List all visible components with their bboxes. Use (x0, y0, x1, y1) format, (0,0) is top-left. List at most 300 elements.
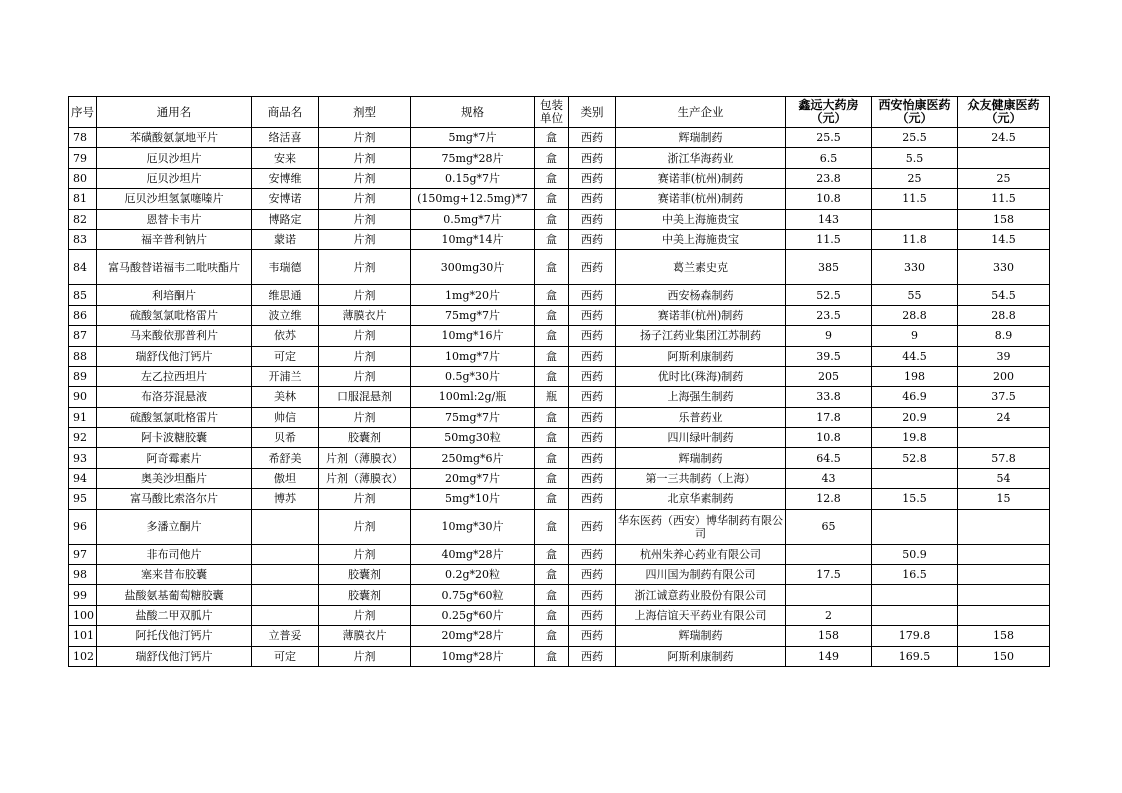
cell-price-xinyuanda: 23.5 (786, 305, 872, 325)
cell-brand-name: 可定 (252, 346, 319, 366)
cell-package-unit: 盒 (535, 346, 569, 366)
cell-price-zhongyou: 158 (958, 209, 1050, 229)
cell-dosage-form: 片剂 (319, 326, 411, 346)
cell-category: 西药 (569, 168, 616, 188)
cell-index: 87 (69, 326, 97, 346)
cell-specification: 100ml:2g/瓶 (411, 387, 535, 407)
table-row (69, 346, 1050, 366)
cell-dosage-form: 片剂 (319, 544, 411, 564)
cell-package-unit: 盒 (535, 489, 569, 509)
cell-generic-name: 左乙拉西坦片 (97, 366, 252, 386)
cell-price-xian-yikang: 330 (872, 250, 958, 285)
header-specification: 规格 (411, 97, 535, 128)
cell-index: 80 (69, 168, 97, 188)
cell-price-xian-yikang: 52.8 (872, 448, 958, 468)
cell-price-zhongyou (958, 585, 1050, 605)
table-row (69, 168, 1050, 188)
table-row (69, 407, 1050, 427)
cell-manufacturer: 西安杨森制药 (616, 285, 786, 305)
cell-specification: 0.5g*30片 (411, 366, 535, 386)
cell-dosage-form: 片剂 (319, 148, 411, 168)
cell-specification: 0.75g*60粒 (411, 585, 535, 605)
table-row (69, 468, 1050, 488)
cell-category: 西药 (569, 250, 616, 285)
cell-specification: 10mg*14片 (411, 229, 535, 249)
cell-price-xinyuanda: 2 (786, 605, 872, 625)
cell-manufacturer: 辉瑞制药 (616, 448, 786, 468)
cell-package-unit: 盒 (535, 646, 569, 666)
table-row (69, 489, 1050, 509)
cell-price-xian-yikang (872, 509, 958, 544)
cell-package-unit: 盒 (535, 428, 569, 448)
cell-brand-name: 韦瑞德 (252, 250, 319, 285)
cell-specification: 5mg*10片 (411, 489, 535, 509)
cell-generic-name: 非布司他片 (97, 544, 252, 564)
cell-price-xinyuanda: 33.8 (786, 387, 872, 407)
cell-dosage-form: 片剂 (319, 489, 411, 509)
cell-dosage-form: 片剂 (319, 189, 411, 209)
cell-package-unit: 盒 (535, 128, 569, 148)
cell-manufacturer: 辉瑞制药 (616, 626, 786, 646)
cell-manufacturer: 杭州朱养心药业有限公司 (616, 544, 786, 564)
cell-index: 94 (69, 468, 97, 488)
cell-brand-name (252, 605, 319, 625)
cell-price-xinyuanda: 9 (786, 326, 872, 346)
cell-manufacturer: 优时比(珠海)制药 (616, 366, 786, 386)
cell-brand-name: 贝希 (252, 428, 319, 448)
cell-price-xian-yikang: 9 (872, 326, 958, 346)
cell-generic-name: 厄贝沙坦片 (97, 148, 252, 168)
cell-price-xinyuanda: 205 (786, 366, 872, 386)
cell-index: 79 (69, 148, 97, 168)
cell-dosage-form: 片剂 (319, 285, 411, 305)
cell-price-xinyuanda (786, 544, 872, 564)
cell-price-xinyuanda: 17.8 (786, 407, 872, 427)
cell-index: 84 (69, 250, 97, 285)
cell-dosage-form: 片剂 (319, 605, 411, 625)
cell-specification: 75mg*7片 (411, 305, 535, 325)
cell-brand-name: 博路定 (252, 209, 319, 229)
cell-category: 西药 (569, 387, 616, 407)
cell-specification: 5mg*7片 (411, 128, 535, 148)
cell-package-unit: 盒 (535, 148, 569, 168)
cell-specification: 10mg*7片 (411, 346, 535, 366)
cell-specification: 40mg*28片 (411, 544, 535, 564)
cell-generic-name: 布洛芬混悬液 (97, 387, 252, 407)
cell-generic-name: 瑞舒伐他汀钙片 (97, 346, 252, 366)
cell-generic-name: 苯磺酸氨氯地平片 (97, 128, 252, 148)
cell-manufacturer: 葛兰素史克 (616, 250, 786, 285)
cell-package-unit: 盒 (535, 407, 569, 427)
cell-category: 西药 (569, 128, 616, 148)
cell-generic-name: 盐酸氨基葡萄糖胶囊 (97, 585, 252, 605)
cell-price-xinyuanda: 385 (786, 250, 872, 285)
cell-manufacturer: 乐普药业 (616, 407, 786, 427)
cell-generic-name: 恩替卡韦片 (97, 209, 252, 229)
cell-specification: 0.2g*20粒 (411, 565, 535, 585)
header-dosage-form: 剂型 (319, 97, 411, 128)
header-brand-name: 商品名 (252, 97, 319, 128)
header-manufacturer: 生产企业 (616, 97, 786, 128)
cell-category: 西药 (569, 209, 616, 229)
cell-price-zhongyou: 330 (958, 250, 1050, 285)
cell-price-xinyuanda: 17.5 (786, 565, 872, 585)
cell-price-zhongyou: 200 (958, 366, 1050, 386)
cell-price-zhongyou: 54.5 (958, 285, 1050, 305)
header-price-xinyuanda: 鑫远大药房（元） (786, 97, 872, 128)
cell-index: 93 (69, 448, 97, 468)
table-row (69, 585, 1050, 605)
cell-specification: 0.25g*60片 (411, 605, 535, 625)
cell-price-xinyuanda: 64.5 (786, 448, 872, 468)
cell-price-xian-yikang: 19.8 (872, 428, 958, 448)
cell-category: 西药 (569, 428, 616, 448)
cell-price-zhongyou (958, 148, 1050, 168)
cell-package-unit: 盒 (535, 544, 569, 564)
cell-manufacturer: 阿斯利康制药 (616, 646, 786, 666)
cell-brand-name: 可定 (252, 646, 319, 666)
cell-index: 89 (69, 366, 97, 386)
cell-dosage-form: 片剂 (319, 128, 411, 148)
cell-index: 86 (69, 305, 97, 325)
cell-index: 83 (69, 229, 97, 249)
cell-price-xian-yikang: 5.5 (872, 148, 958, 168)
cell-brand-name: 立普妥 (252, 626, 319, 646)
table-row (69, 646, 1050, 666)
cell-specification: 10mg*28片 (411, 646, 535, 666)
cell-manufacturer: 中美上海施贵宝 (616, 209, 786, 229)
cell-dosage-form: 片剂 (319, 250, 411, 285)
cell-price-xinyuanda: 158 (786, 626, 872, 646)
cell-price-xinyuanda: 39.5 (786, 346, 872, 366)
cell-price-zhongyou: 54 (958, 468, 1050, 488)
cell-package-unit: 盒 (535, 250, 569, 285)
cell-index: 97 (69, 544, 97, 564)
cell-specification: 75mg*7片 (411, 407, 535, 427)
cell-brand-name: 蒙诺 (252, 229, 319, 249)
table-row (69, 128, 1050, 148)
cell-category: 西药 (569, 605, 616, 625)
cell-price-zhongyou: 8.9 (958, 326, 1050, 346)
cell-category: 西药 (569, 407, 616, 427)
cell-generic-name: 厄贝沙坦片 (97, 168, 252, 188)
cell-generic-name: 利培酮片 (97, 285, 252, 305)
cell-generic-name: 阿奇霉素片 (97, 448, 252, 468)
cell-price-xinyuanda: 10.8 (786, 189, 872, 209)
cell-category: 西药 (569, 646, 616, 666)
cell-package-unit: 盒 (535, 468, 569, 488)
cell-manufacturer: 第一三共制药（上海） (616, 468, 786, 488)
cell-price-zhongyou (958, 428, 1050, 448)
cell-generic-name: 阿托伐他汀钙片 (97, 626, 252, 646)
cell-price-xian-yikang (872, 468, 958, 488)
cell-package-unit: 盒 (535, 626, 569, 646)
cell-generic-name: 塞来昔布胶囊 (97, 565, 252, 585)
cell-category: 西药 (569, 229, 616, 249)
cell-manufacturer: 辉瑞制药 (616, 128, 786, 148)
cell-package-unit: 盒 (535, 168, 569, 188)
cell-manufacturer: 赛诺菲(杭州)制药 (616, 305, 786, 325)
cell-specification: 75mg*28片 (411, 148, 535, 168)
header-row (69, 97, 1050, 128)
table-row (69, 285, 1050, 305)
cell-index: 82 (69, 209, 97, 229)
cell-dosage-form: 胶囊剂 (319, 565, 411, 585)
table-row (69, 250, 1050, 285)
cell-price-xinyuanda: 25.5 (786, 128, 872, 148)
cell-price-xian-yikang: 20.9 (872, 407, 958, 427)
cell-price-xinyuanda: 12.8 (786, 489, 872, 509)
cell-index: 85 (69, 285, 97, 305)
cell-generic-name: 盐酸二甲双胍片 (97, 605, 252, 625)
header-package-unit: 包装单位 (535, 97, 569, 128)
cell-dosage-form: 片剂 (319, 407, 411, 427)
cell-brand-name: 安博维 (252, 168, 319, 188)
header-index: 序号 (69, 97, 97, 128)
cell-specification: 250mg*6片 (411, 448, 535, 468)
cell-manufacturer: 四川国为制药有限公司 (616, 565, 786, 585)
cell-specification: 10mg*16片 (411, 326, 535, 346)
cell-price-xian-yikang: 179.8 (872, 626, 958, 646)
cell-price-zhongyou: 57.8 (958, 448, 1050, 468)
cell-price-xian-yikang: 25.5 (872, 128, 958, 148)
table-row (69, 148, 1050, 168)
cell-category: 西药 (569, 565, 616, 585)
cell-price-xian-yikang (872, 605, 958, 625)
table-row (69, 229, 1050, 249)
cell-brand-name: 博苏 (252, 489, 319, 509)
cell-price-zhongyou (958, 544, 1050, 564)
table-row (69, 387, 1050, 407)
cell-price-zhongyou: 24.5 (958, 128, 1050, 148)
cell-brand-name: 依苏 (252, 326, 319, 346)
table-row (69, 544, 1050, 564)
cell-specification: 50mg30粒 (411, 428, 535, 448)
cell-category: 西药 (569, 285, 616, 305)
cell-index: 96 (69, 509, 97, 544)
cell-dosage-form: 片剂 (319, 229, 411, 249)
cell-brand-name (252, 565, 319, 585)
cell-index: 100 (69, 605, 97, 625)
cell-specification: (150mg+12.5mg)*7 (411, 189, 535, 209)
cell-category: 西药 (569, 509, 616, 544)
cell-price-zhongyou: 24 (958, 407, 1050, 427)
cell-price-xian-yikang (872, 209, 958, 229)
cell-brand-name: 美林 (252, 387, 319, 407)
cell-package-unit: 盒 (535, 189, 569, 209)
cell-category: 西药 (569, 585, 616, 605)
cell-brand-name: 波立维 (252, 305, 319, 325)
cell-manufacturer: 华东医药（西安）博华制药有限公司 (616, 509, 786, 544)
cell-brand-name: 帅信 (252, 407, 319, 427)
drug-price-table (68, 96, 1050, 667)
cell-dosage-form: 片剂（薄膜衣） (319, 468, 411, 488)
cell-specification: 0.5mg*7片 (411, 209, 535, 229)
cell-package-unit: 盒 (535, 285, 569, 305)
cell-package-unit: 盒 (535, 366, 569, 386)
cell-price-xinyuanda: 43 (786, 468, 872, 488)
cell-price-xinyuanda (786, 585, 872, 605)
cell-package-unit: 盒 (535, 326, 569, 346)
table-row (69, 189, 1050, 209)
cell-price-xian-yikang: 169.5 (872, 646, 958, 666)
cell-brand-name (252, 544, 319, 564)
cell-price-zhongyou: 37.5 (958, 387, 1050, 407)
cell-index: 92 (69, 428, 97, 448)
table-row (69, 565, 1050, 585)
cell-brand-name (252, 585, 319, 605)
table-row (69, 428, 1050, 448)
header-category: 类别 (569, 97, 616, 128)
cell-specification: 10mg*30片 (411, 509, 535, 544)
cell-price-xinyuanda: 52.5 (786, 285, 872, 305)
cell-manufacturer: 四川绿叶制药 (616, 428, 786, 448)
cell-generic-name: 硫酸氢氯吡格雷片 (97, 305, 252, 325)
cell-index: 102 (69, 646, 97, 666)
cell-dosage-form: 片剂 (319, 509, 411, 544)
cell-manufacturer: 上海强生制药 (616, 387, 786, 407)
cell-dosage-form: 片剂 (319, 646, 411, 666)
cell-dosage-form: 薄膜衣片 (319, 626, 411, 646)
cell-generic-name: 硫酸氢氯吡格雷片 (97, 407, 252, 427)
cell-category: 西药 (569, 448, 616, 468)
cell-price-xian-yikang: 11.5 (872, 189, 958, 209)
table-row (69, 448, 1050, 468)
cell-package-unit: 盒 (535, 229, 569, 249)
cell-index: 90 (69, 387, 97, 407)
cell-package-unit: 盒 (535, 585, 569, 605)
cell-package-unit: 盒 (535, 605, 569, 625)
cell-dosage-form: 片剂 (319, 346, 411, 366)
cell-category: 西药 (569, 326, 616, 346)
header-price-xian-yikang: 西安怡康医药（元） (872, 97, 958, 128)
cell-category: 西药 (569, 544, 616, 564)
cell-price-xinyuanda: 6.5 (786, 148, 872, 168)
cell-price-xian-yikang: 11.8 (872, 229, 958, 249)
cell-brand-name: 络活喜 (252, 128, 319, 148)
cell-price-xian-yikang: 44.5 (872, 346, 958, 366)
table-body (69, 128, 1050, 667)
cell-price-xian-yikang: 55 (872, 285, 958, 305)
cell-price-zhongyou: 14.5 (958, 229, 1050, 249)
cell-index: 98 (69, 565, 97, 585)
cell-generic-name: 富马酸替诺福韦二吡呋酯片 (97, 250, 252, 285)
cell-price-zhongyou (958, 509, 1050, 544)
cell-brand-name: 希舒美 (252, 448, 319, 468)
cell-manufacturer: 阿斯利康制药 (616, 346, 786, 366)
header-generic-name: 通用名 (97, 97, 252, 128)
cell-index: 91 (69, 407, 97, 427)
cell-price-xinyuanda: 23.8 (786, 168, 872, 188)
cell-price-xian-yikang: 15.5 (872, 489, 958, 509)
cell-manufacturer: 浙江华海药业 (616, 148, 786, 168)
cell-manufacturer: 赛诺菲(杭州)制药 (616, 189, 786, 209)
cell-package-unit: 盒 (535, 565, 569, 585)
cell-generic-name: 奥美沙坦酯片 (97, 468, 252, 488)
cell-price-xian-yikang: 28.8 (872, 305, 958, 325)
cell-brand-name: 安博诺 (252, 189, 319, 209)
cell-package-unit: 瓶 (535, 387, 569, 407)
cell-category: 西药 (569, 366, 616, 386)
cell-category: 西药 (569, 346, 616, 366)
cell-specification: 1mg*20片 (411, 285, 535, 305)
table-row (69, 209, 1050, 229)
cell-category: 西药 (569, 468, 616, 488)
cell-generic-name: 富马酸比索洛尔片 (97, 489, 252, 509)
header-price-zhongyou: 众友健康医药（元） (958, 97, 1050, 128)
cell-price-zhongyou: 15 (958, 489, 1050, 509)
cell-package-unit: 盒 (535, 509, 569, 544)
table-row (69, 509, 1050, 544)
cell-brand-name: 开浦兰 (252, 366, 319, 386)
cell-category: 西药 (569, 305, 616, 325)
cell-specification: 20mg*28片 (411, 626, 535, 646)
cell-category: 西药 (569, 626, 616, 646)
cell-price-xian-yikang: 25 (872, 168, 958, 188)
cell-price-xian-yikang: 198 (872, 366, 958, 386)
table-row (69, 605, 1050, 625)
cell-brand-name: 维思通 (252, 285, 319, 305)
cell-package-unit: 盒 (535, 448, 569, 468)
cell-price-xinyuanda: 149 (786, 646, 872, 666)
cell-generic-name: 阿卡波糖胶囊 (97, 428, 252, 448)
cell-price-xinyuanda: 143 (786, 209, 872, 229)
cell-index: 95 (69, 489, 97, 509)
cell-dosage-form: 胶囊剂 (319, 585, 411, 605)
cell-specification: 20mg*7片 (411, 468, 535, 488)
cell-manufacturer: 扬子江药业集团江苏制药 (616, 326, 786, 346)
cell-price-zhongyou: 150 (958, 646, 1050, 666)
table-row (69, 326, 1050, 346)
cell-generic-name: 厄贝沙坦氢氯噻嗪片 (97, 189, 252, 209)
cell-package-unit: 盒 (535, 305, 569, 325)
cell-dosage-form: 片剂 (319, 209, 411, 229)
cell-index: 101 (69, 626, 97, 646)
cell-manufacturer: 中美上海施贵宝 (616, 229, 786, 249)
cell-generic-name: 多潘立酮片 (97, 509, 252, 544)
cell-index: 99 (69, 585, 97, 605)
cell-package-unit: 盒 (535, 209, 569, 229)
cell-price-xian-yikang: 50.9 (872, 544, 958, 564)
cell-price-zhongyou: 11.5 (958, 189, 1050, 209)
cell-brand-name (252, 509, 319, 544)
cell-price-xinyuanda: 65 (786, 509, 872, 544)
cell-price-zhongyou: 39 (958, 346, 1050, 366)
cell-dosage-form: 胶囊剂 (319, 428, 411, 448)
cell-dosage-form: 薄膜衣片 (319, 305, 411, 325)
cell-price-xinyuanda: 11.5 (786, 229, 872, 249)
cell-index: 81 (69, 189, 97, 209)
table-row (69, 626, 1050, 646)
cell-price-zhongyou (958, 565, 1050, 585)
cell-manufacturer: 北京华素制药 (616, 489, 786, 509)
cell-brand-name: 傲坦 (252, 468, 319, 488)
cell-price-zhongyou (958, 605, 1050, 625)
cell-manufacturer: 浙江诚意药业股份有限公司 (616, 585, 786, 605)
cell-category: 西药 (569, 489, 616, 509)
cell-manufacturer: 赛诺菲(杭州)制药 (616, 168, 786, 188)
table-row (69, 305, 1050, 325)
cell-price-zhongyou: 158 (958, 626, 1050, 646)
cell-price-zhongyou: 25 (958, 168, 1050, 188)
cell-brand-name: 安来 (252, 148, 319, 168)
cell-specification: 0.15g*7片 (411, 168, 535, 188)
cell-index: 78 (69, 128, 97, 148)
table-row (69, 366, 1050, 386)
cell-dosage-form: 片剂 (319, 366, 411, 386)
cell-price-xian-yikang: 46.9 (872, 387, 958, 407)
cell-price-zhongyou: 28.8 (958, 305, 1050, 325)
